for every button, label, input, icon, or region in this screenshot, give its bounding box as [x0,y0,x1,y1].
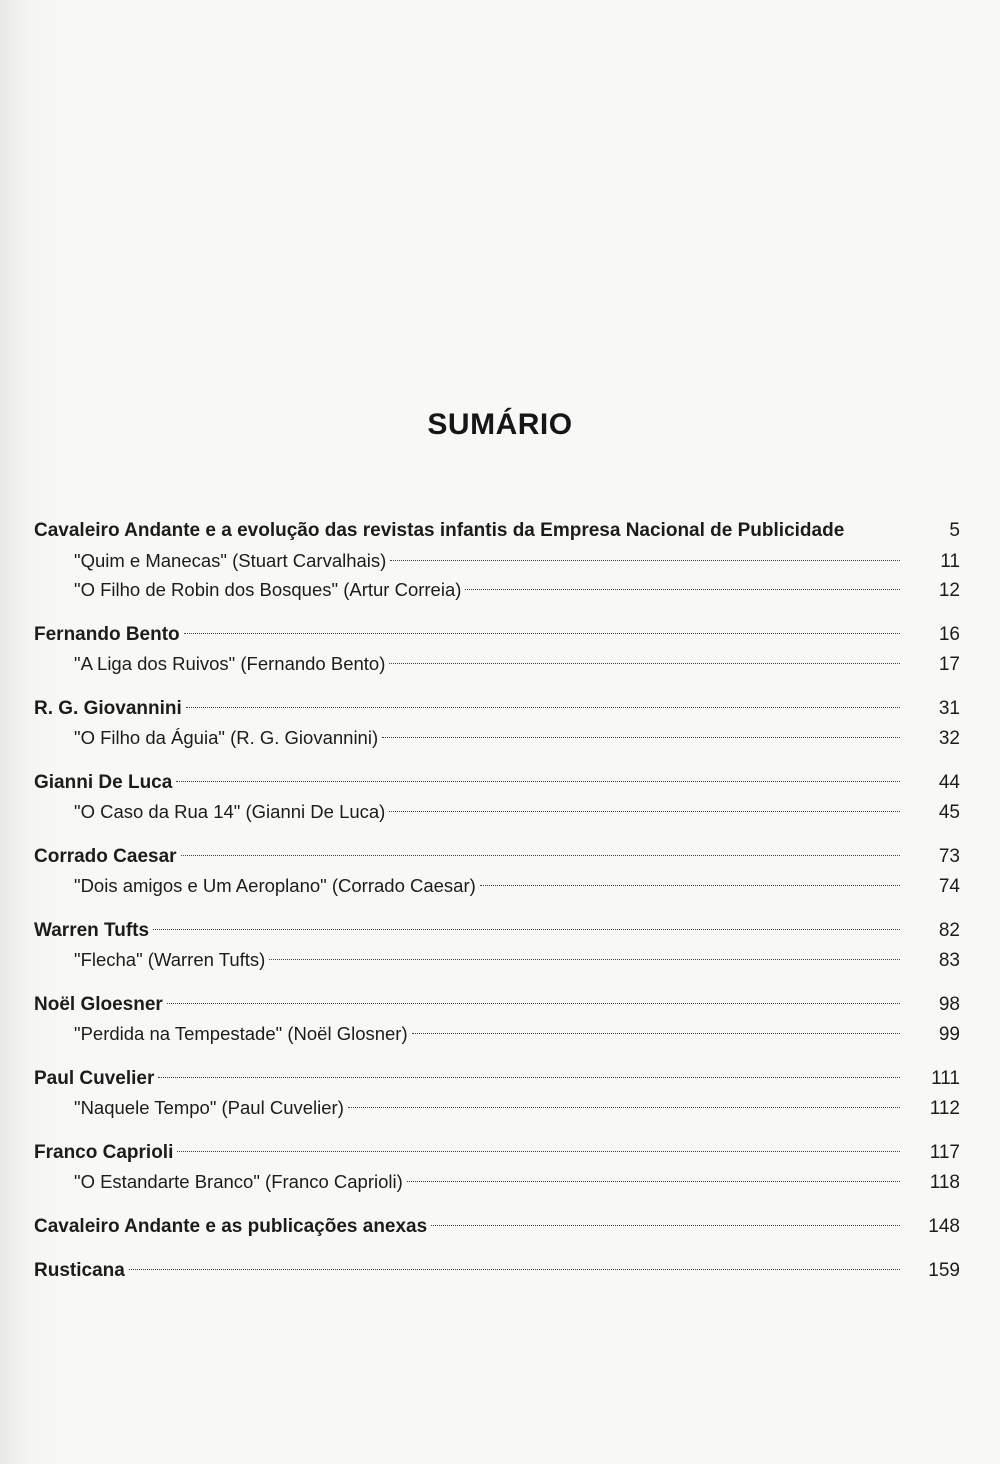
toc-page-number: 99 [938,1024,960,1045]
toc-entry-sub[interactable] [34,723,960,753]
dot-leader [184,633,900,634]
toc-entry-title: Cavaleiro Andante e as publicações anexas [34,1215,428,1237]
toc-entry-title: Cavaleiro Andante e a evolução das revistas infantis da Empresa Nacional de Publicidade [34,520,845,541]
toc-page-number: 98 [938,993,960,1015]
toc-entry-title: Corrado Caesar [34,845,177,867]
dot-leader [186,707,900,708]
toc-page-number: 12 [938,580,960,601]
toc-entry-main[interactable] [34,620,960,650]
dot-leader [407,1181,900,1182]
toc-entry-title: Fernando Bento [34,623,180,645]
toc-section [34,916,960,975]
toc-section [34,694,960,753]
toc-page-number: 82 [938,919,960,941]
dot-leader [153,929,900,930]
toc-entry-sub[interactable] [34,546,960,576]
toc-entry-title: "O Filho de Robin dos Bosques" (Artur Correia) [74,579,462,600]
dot-leader [389,663,900,664]
dot-leader [129,1269,900,1270]
toc-entry-main[interactable] [34,1212,960,1242]
toc-page-number: 44 [938,771,960,793]
toc-entry-title: Warren Tufts [34,919,150,941]
toc-entry-sub[interactable] [34,1167,960,1197]
toc-page-number: 112 [929,1098,960,1119]
toc-entry-main[interactable] [34,1138,960,1168]
toc-entry-sub[interactable] [34,1093,960,1123]
toc-entry-title: Gianni De Luca [34,771,173,793]
dot-leader [177,1151,900,1152]
toc-entry-main[interactable] [34,1064,960,1094]
toc-entry-title: "O Estandarte Branco" (Franco Caprioli) [74,1171,403,1192]
toc-page-number: 32 [938,728,960,749]
toc-entry-title: "Dois amigos e Um Aeroplano" (Corrado Caesar) [74,875,476,896]
toc-section [34,990,960,1049]
toc-page-number: 118 [929,1172,960,1193]
toc-entry-title: Rusticana [34,1260,125,1281]
toc-entry-title: "O Caso da Rua 14" (Gianni De Luca) [74,801,386,822]
toc-entry-sub[interactable] [34,945,960,975]
toc-page-number: 111 [931,1067,960,1089]
toc-entry-title: Franco Caprioli [34,1141,174,1163]
toc-entry-main[interactable] [34,990,960,1020]
dot-leader [389,811,900,812]
dot-leader [390,560,900,561]
toc-page-number: 73 [938,845,960,867]
toc-page-number: 117 [929,1141,960,1163]
toc-section [34,842,960,901]
toc-section [34,516,960,605]
toc-entry-main[interactable] [34,842,960,872]
toc-section [34,768,960,827]
toc-section [34,1064,960,1123]
toc-entry-main[interactable] [34,768,960,798]
toc-page-number: 45 [938,802,960,823]
toc-entry-sub[interactable] [34,797,960,827]
dot-leader [431,1225,900,1226]
toc-entry-main[interactable] [34,694,960,724]
toc-entry-main[interactable] [34,1256,960,1286]
toc-section [34,620,960,679]
toc-entry-title: "Perdida na Tempestade" (Noël Glosner) [74,1023,408,1044]
toc-entry-title: "Flecha" (Warren Tufts) [74,949,266,970]
toc-entry-title: Paul Cuvelier [34,1067,155,1089]
toc-entry-title: Noël Gloesner [34,993,163,1015]
toc-section [34,1256,960,1286]
dot-leader [348,1107,900,1108]
toc-section [34,1212,960,1242]
page-title: SUMÁRIO [427,408,573,441]
toc-entry-sub[interactable] [34,871,960,901]
toc-page-number: 148 [928,1215,960,1237]
toc-page-number: 83 [938,950,960,971]
toc-entry-title: R. G. Giovannini [34,697,182,719]
dot-leader [158,1077,900,1078]
dot-leader [480,885,900,886]
toc-entry-title: "Naquele Tempo" (Paul Cuvelier) [74,1097,344,1118]
toc-entry-sub[interactable] [34,1019,960,1049]
toc-page-number: 74 [938,876,960,897]
toc-entry-sub[interactable] [34,575,960,605]
dot-leader [181,855,900,856]
toc-page-number: 11 [940,550,960,572]
toc-page-number: 17 [938,654,960,675]
toc-entry-title: "Quim e Manecas" (Stuart Carvalhais) [74,549,387,571]
toc-entry-main[interactable] [34,516,960,546]
toc-page-number: 31 [938,697,960,719]
dot-leader [167,1003,900,1004]
toc-page-number: 16 [938,623,960,645]
toc-entry-main[interactable] [34,916,960,946]
toc-entry-title: "O Filho da Águia" (R. G. Giovannini) [74,727,379,748]
dot-leader [465,589,900,590]
toc-page-number: 5 [949,520,960,541]
toc-page-number: 159 [928,1260,960,1281]
dot-leader [412,1033,900,1034]
toc-entry-sub[interactable] [34,649,960,679]
dot-leader [269,959,900,960]
table-of-contents [34,516,960,1301]
toc-entry-title: "A Liga dos Ruivos" (Fernando Bento) [74,653,386,674]
dot-leader [382,737,900,738]
toc-section [34,1138,960,1197]
dot-leader [176,781,900,782]
